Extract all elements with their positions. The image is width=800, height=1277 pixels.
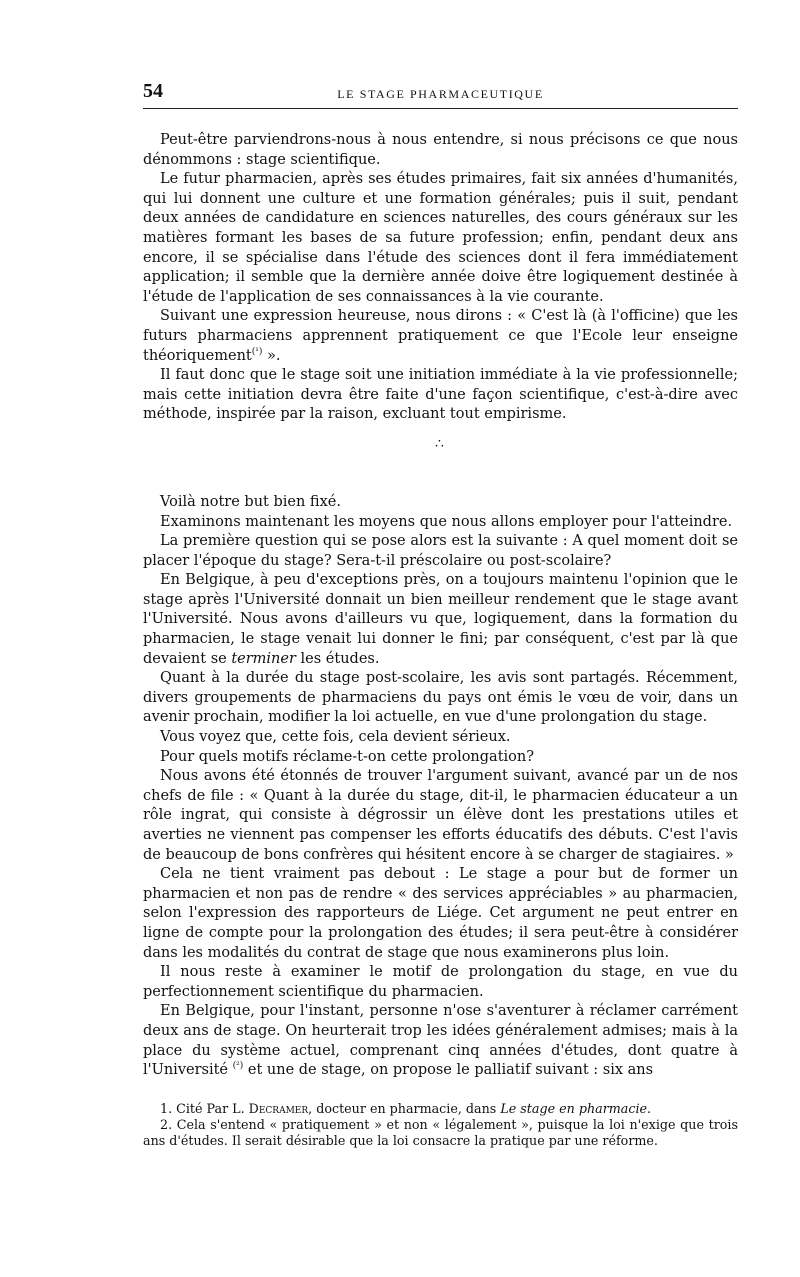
page-header [143,78,738,109]
paragraph [143,307,738,366]
footnote-text: , docteur en pharmacie, dans [308,1101,501,1116]
paragraph-text: Suivant une expression heureuse, nous dirons : « C'est là (à l'officine) que les futurs pharmaciens apprennent pratiquement ce que l'Ecole leur enseigne théoriquement [143,308,738,364]
paragraph: Cela ne tient vraiment pas debout : Le stage a pour but de former un pharmacien et non pas de rendre « des services appréciables » au pharmacien, selon l'expression des rapporteurs de Liége. Cet argument ne peut entrer en ligne de compte pour la prolongation des études; il sera peut-être à considérer dans les modalités du contrat de stage que nous examinerons plus loin. [143,866,738,961]
paragraph: Examinons maintenant les moyens que nous allons employer pour l'atteindre. [160,513,733,530]
running-title: LE STAGE PHARMACEUTIQUE [337,87,544,101]
paragraph-text: et une de stage, on propose le palliatif suivant : six ans [243,1062,654,1079]
paragraph-text: En Belgique, à peu d'exceptions près, on a toujours maintenu l'opinion que le stage après l'Université donnait un bien meilleur rendement que le stage avant l'Université. Nous avons d'ailleurs vu que, logiquement, dans la formation du pharmacien, le stage venait lui donner le fini; par conséquent, c'est par là que devaient se [143,572,738,667]
paragraph [143,571,738,669]
paragraph: Il nous reste à examiner le motif de prolongation du stage, en vue du perfectionnement scientifique du pharmacien. [143,964,738,1000]
footnote-ref: (²) [232,1061,244,1072]
paragraph: Nous avons été étonnés de trouver l'argument suivant, avancé par un de nos chefs de file : « Quant à la durée du stage, dit-il, le pharmacien éducateur a un rôle ingrat, qui consiste à dégrossir un élève dont les prestations utiles et averties ne viennent pas compenser les efforts éducatifs des débuts. C'est l'avis de beaucoup de bons confrères qui hésitent encore à se charger de stagiaires. » [143,768,738,863]
paragraph: Vous voyez que, cette fois, cela devient sérieux. [160,729,511,746]
footnote [143,1101,738,1117]
section-separator [143,425,738,493]
paragraph: Il faut donc que le stage soit une initiation immédiate à la vie professionnelle; mais cette initiation devra être faite d'une façon scientifique, c'est-à-dire avec méthode, inspirée par la raison, excluant tout empirisme. [143,367,738,423]
footnote-ref: (¹) [251,346,263,357]
paragraph-text: les études. [295,650,380,667]
paragraph: Peut-être parviendrons-nous à nous entendre, si nous précisons ce que nous dénommons : stage scientifique. [143,132,738,168]
paragraph-text: ». [262,347,281,364]
footnote-text: 1. Cité Par L. [160,1101,249,1116]
page-number: 54 [143,80,163,102]
author-name: Decramer [248,1101,309,1116]
footnote: 2. Cela s'entend « pratiquement » et non « légalement », puisque la loi n'exige que trois ans d'études. Il serait désirable que la loi consacre la pratique par une réforme. [143,1117,738,1149]
work-title: Le stage en pharmacie. [500,1101,652,1116]
paragraph: Le futur pharmacien, après ses études primaires, fait six années d'humanités, qui lui donnent une culture et une formation générales; puis il suit, pendant deux années de candidature en sciences naturelles, des cours généraux sur les matières formant les bases de sa future profession; enfin, pendant deux ans encore, il se spécialise dans l'étude des sciences dont il fera immédiatement application; il semble que la dernière année doive être logiquement destinée à l'étude de l'application de ses connaissances à la vie courante. [143,171,738,305]
paragraph: La première question qui se pose alors est la suivante : A quel moment doit se placer l'époque du stage? Sera-t-il préscolaire ou post-scolaire? [143,533,738,569]
footnotes [143,1101,738,1150]
paragraph: Pour quels motifs réclame-t-on cette prolongation? [160,748,535,765]
paragraph-text: En Belgique, pour l'instant, personne n'ose s'aventurer à réclamer carrément deux ans de stage. On heurterait trop les idées généralement admises; mais à la place du système actuel, comprenant cinq années d'études, dont quatre à l'Université [143,1003,738,1079]
paragraph [143,1002,738,1080]
paragraph: Quant à la durée du stage post-scolaire, les avis sont partagés. Récemment, divers groupements de pharmaciens du pays ont émis le vœu de voir, dans un avenir prochain, modifier la loi actuelle, en vue d'une prolongation du stage. [143,670,738,726]
body-text [143,131,738,1081]
separator-dots: ∴ [435,435,446,452]
emphasis: terminer [231,650,296,667]
paragraph: Voilà notre but bien fixé. [160,493,341,510]
